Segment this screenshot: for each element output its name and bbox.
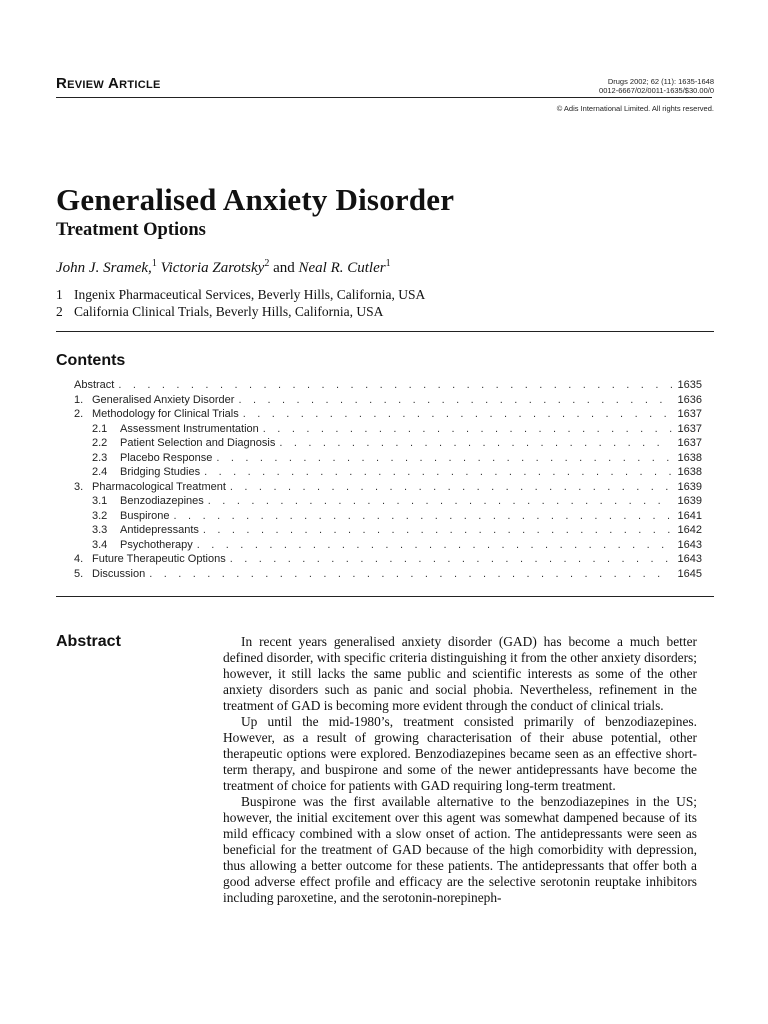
toc-leader [149,568,672,580]
toc-entry[interactable] [74,423,702,438]
citation-line: Drugs 2002; 62 (11): 1635-1648 [607,77,714,86]
toc-entry[interactable] [74,539,702,554]
toc-entry[interactable] [74,437,702,452]
article-subtitle: Treatment Options [56,220,206,240]
citation-block [599,77,714,95]
toc-page: 1638 [677,466,702,478]
toc-label: Antidepressants [120,524,199,536]
toc-leader [197,539,672,551]
toc-label: Generalised Anxiety Disorder [92,393,235,406]
toc-leader [230,481,672,493]
contents-heading: Contents [56,352,126,369]
toc-entry[interactable] [74,466,702,481]
toc-label: Psychotherapy [120,538,193,551]
citation-line: 0012-6667/02/0011-1635/$30.00/0 [599,86,714,95]
abstract-body [223,634,697,906]
toc-number: 5. [74,567,84,580]
toc-label: Pharmacological Treatment [92,480,226,493]
toc-number: 2.1 [92,422,108,435]
toc-entry[interactable] [74,379,702,394]
author-list [56,260,391,277]
toc-page: 1645 [677,567,702,580]
toc-entry[interactable] [74,524,702,539]
toc-number: 3.2 [92,509,108,522]
section-divider [56,331,714,332]
copyright-notice: © Adis International Limited. All rights reserved. [556,104,714,113]
affiliation-number: 1 [56,287,63,302]
toc-entry[interactable] [74,408,702,423]
toc-page: 1637 [677,408,702,420]
toc-leader [204,466,672,478]
toc-label: Methodology for Clinical Trials [92,408,239,420]
affiliation-text: Ingenix Pharmaceutical Services, Beverly Hills, California, USA [74,287,426,302]
toc-label: Abstract [74,379,115,391]
toc-leader [230,553,672,565]
toc-leader [203,524,672,536]
toc-entry[interactable] [74,452,702,467]
toc-entry[interactable] [74,495,702,510]
toc-label: Buspirone [120,509,170,522]
toc-number: 3.4 [92,538,108,551]
toc-page: 1638 [677,451,702,464]
toc-label: Assessment Instrumentation [120,422,259,435]
toc-entry[interactable] [74,394,702,409]
affiliation-number: 2 [56,304,63,319]
article-title: Generalised Anxiety Disorder [56,182,455,217]
toc-number: 2.4 [92,466,108,478]
toc-label: Placebo Response [120,451,213,464]
toc-page: 1639 [677,480,702,493]
toc-page: 1637 [677,422,702,435]
toc-page: 1636 [677,393,702,406]
author-name: Neal R. Cutler [298,260,386,276]
toc-page: 1643 [677,538,702,551]
author-affiliation-mark: 1 [385,258,391,269]
toc-label: Benzodiazepines [120,495,204,507]
section-label: Review Article [56,75,161,92]
abstract-paragraph: In recent years generalised anxiety disorder (GAD) has become a much better defined disorder, with specific criteria distinguishing it from the other anxiety disorders; however, it still lacks the same public and scientific interests as some of the other anxiety disorders such as panic and social phobia. Nevertheless, refinement in the treatment of GAD is becoming more evident through the conduct of clinical trials. [223,634,697,713]
author-affiliation-mark: 2 [264,258,270,269]
toc-label: Discussion [92,567,146,580]
toc-leader [238,394,672,406]
header-rule [56,97,712,98]
toc-number: 2. [74,408,84,420]
affiliation-text: California Clinical Trials, Beverly Hills, California, USA [74,304,384,319]
abstract-heading: Abstract [56,633,121,650]
affiliation [56,304,383,320]
author-name: Victoria Zarotsky [160,260,265,276]
toc-page: 1643 [677,553,702,565]
toc-page: 1641 [677,509,702,522]
toc-entry[interactable] [74,568,702,583]
toc-page: 1642 [677,524,702,536]
toc-entry[interactable] [74,553,702,568]
toc-label: Future Therapeutic Options [92,553,226,565]
author-affiliation-mark: 1 [151,258,157,269]
toc-label: Patient Selection and Diagnosis [120,437,276,449]
toc-number: 4. [74,553,84,565]
author-name: John J. Sramek, [56,260,152,276]
toc-entry[interactable] [74,510,702,525]
toc-number: 2.2 [92,437,108,449]
toc-leader [243,408,672,420]
abstract-paragraph: Buspirone was the first available alternative to the benzodiazepines in the US; however, the initial excitement over this agent was somewhat dampened because of its mild efficacy combined with a slow onset of action. The antidepressants were seen as beneficial for the treatment of GAD because of the high comorbidity with depression, thus allowing a better outcome for these patients. The antidepressants that offer both a good adverse effect profile and efficacy are the selective serotonin reuptake inhibitors including paroxetine, and the serotonin-norepineph- [223,794,697,905]
toc-leader [263,423,672,435]
toc-page: 1639 [677,495,702,507]
toc-leader [208,495,672,507]
toc-number: 3.1 [92,495,108,507]
toc-leader [216,452,672,464]
section-divider [56,596,714,597]
toc-number: 1. [74,393,84,406]
toc-page: 1635 [677,379,702,391]
toc-label: Bridging Studies [120,466,201,478]
toc-number: 3. [74,480,84,493]
toc-leader [118,379,672,391]
abstract-paragraph: Up until the mid-1980’s, treatment consisted primarily of benzodiazepines. However, as a result of growing characterisation of their abuse potential, other therapeutic options were explored. Benzodiazepines became seen as an effective short-term therapy, and buspirone and some of the newer antidepressants have become the treatment of choice for patients with GAD requiring long-term treatment. [223,714,697,793]
table-of-contents [74,379,702,582]
affiliation [56,287,425,303]
author-conjunction: and [273,260,295,276]
toc-number: 3.3 [92,524,108,536]
toc-leader [279,437,672,449]
toc-page: 1637 [677,437,702,449]
toc-entry[interactable] [74,481,702,496]
toc-number: 2.3 [92,451,108,464]
toc-leader [174,510,672,522]
